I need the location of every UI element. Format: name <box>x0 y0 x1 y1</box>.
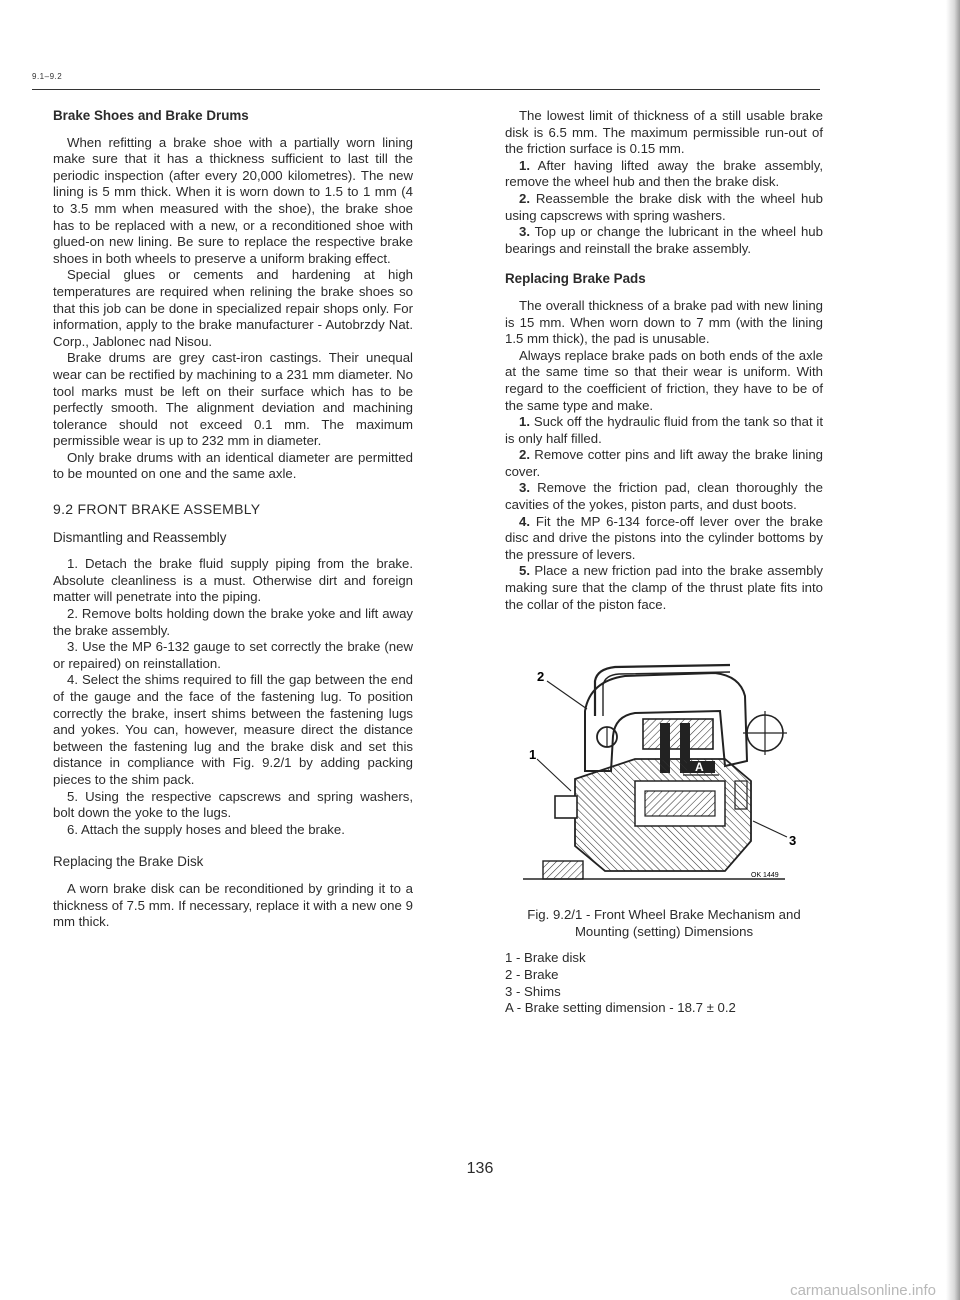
heading-replacing-pads: Replacing Brake Pads <box>505 271 646 287</box>
page-fold-shadow <box>946 0 960 1300</box>
figure-brake-mechanism <box>515 641 815 901</box>
legend-item: 3 - Shims <box>505 983 561 999</box>
step-number: 5. <box>67 788 78 804</box>
figure-label-1: 1 <box>529 747 537 763</box>
section-heading-front-brake: 9.2 FRONT BRAKE ASSEMBLY <box>53 501 261 518</box>
step-number: 4. <box>519 513 530 529</box>
step-item <box>505 224 823 257</box>
step-number: 2. <box>519 190 530 206</box>
heading-brake-shoes: Brake Shoes and Brake Drums <box>53 108 249 123</box>
step-item <box>505 447 823 480</box>
drawing-code: OK 1449 <box>751 872 779 880</box>
step-item <box>505 480 823 513</box>
step-number: 3. <box>67 639 78 655</box>
figure-label-a: A <box>695 760 704 775</box>
heading-dismantling: Dismantling and Reassembly <box>53 529 227 545</box>
step-text: Attach the supply hoses and bleed the brake. <box>80 821 345 837</box>
left-column <box>53 108 413 931</box>
figure-caption: Fig. 9.2/1 - Front Wheel Brake Mechanism and Mounting (setting) Dimensions <box>527 907 801 939</box>
step-text: Using the respective capscrews and spring washers, bolt down the yoke to the lugs. <box>53 788 413 821</box>
step-number: 1. <box>519 157 530 173</box>
section-id: 9.1–9.2 <box>32 72 63 81</box>
paragraph: Always replace brake pads on both ends of the axle at the same time so that their wear is uniform. With regard to the coefficient of friction, they have to be of the same type and make. <box>505 347 823 413</box>
step-item <box>505 191 823 224</box>
heading-replacing-disk: Replacing the Brake Disk <box>53 854 204 870</box>
paragraph: Brake drums are grey cast-iron castings. Their unequal wear can be rectified by machining to a 231 mm diameter. No tool marks must be left on their surface which has to be perfectly smooth. The alignment deviation and machining tolerance should not exceed 0.1 mm. The maximum permissible wear is up to 232 mm in diameter. <box>53 350 413 449</box>
step-text: Fit the MP 6-134 force-off lever over the brake disc and drive the pistons into the cylinder bottoms by the pressure of levers. <box>505 513 823 562</box>
page-number: 136 <box>466 1160 494 1177</box>
step-number: 2. <box>67 606 78 622</box>
step-text: Suck off the hydraulic fluid from the tank so that it is only half filled. <box>505 414 823 446</box>
step-number: 4. <box>67 672 78 688</box>
step-text: Remove the friction pad, clean thoroughly the cavities of the yokes, piston parts, and dust boots. <box>505 480 823 513</box>
paragraph: When refitting a brake shoe with a partially worn lining make sure that it has a thickness sufficient to last till the periodic inspection (after every 20,000 kilometres). The new lining is 5 mm thick. When it is worn down to 1.5 to 1 mm (4 to 3.5 mm when measured with the shoe), the brake shoe has to be replaced with a new, or a reconditioned shoe with glued-on new lining. Be sure to replace the respective brake shoes in both wheels to preserve a uniform braking effect. <box>53 134 413 266</box>
paragraph: The lowest limit of thickness of a still usable brake disk is 6.5 mm. The maximum permissible run-out of the friction surface is 0.15 mm. <box>505 108 823 157</box>
step-text: Detach the brake fluid supply piping from the brake. Absolute cleanliness is a must. Otherwise dirt and foreign matter will penetrate into the piping. <box>53 556 413 605</box>
header-rule <box>32 89 820 90</box>
legend-item: A - Brake setting dimension - 18.7 ± 0.2 <box>505 1000 736 1016</box>
paragraph: A worn brake disk can be reconditioned by grinding it to a thickness of 7.5 mm. If necessary, replace it with a new one 9 mm thick. <box>53 880 413 930</box>
paragraph: The overall thickness of a brake pad with new lining is 15 mm. When worn down to 7 mm (with the lining 1.5 mm thick), the pad is unusable. <box>505 297 823 347</box>
step-item <box>505 514 823 564</box>
figure-label-3: 3 <box>789 833 797 849</box>
step-item <box>505 414 823 447</box>
step-item <box>53 822 413 839</box>
step-number: 5. <box>519 563 530 579</box>
step-text: Remove bolts holding down the brake yoke and lift away the brake assembly. <box>53 606 413 638</box>
step-number: 1. <box>67 556 78 572</box>
step-item <box>53 556 413 606</box>
step-text: Select the shims required to fill the gap between the end of the gauge and the face of the fastening lug. To position correctly the brake, insert shims between the fastening lugs and yokes. You can, however, measure direct the distance between the fastening lug and the brake disk and set this distance in compliance with Fig. 9.2/1 by adding packing pieces to the shim pack. <box>53 672 413 787</box>
step-text: Use the MP 6-132 gauge to set correctly the brake (new or repaired) on reinstallation. <box>53 639 413 671</box>
step-item <box>53 639 413 672</box>
brake-mechanism-drawing <box>515 641 815 901</box>
step-text: After having lifted away the brake assembly, remove the wheel hub and then the brake disk. <box>505 157 823 190</box>
step-text: Remove cotter pins and lift away the brake lining cover. <box>505 447 823 479</box>
step-text: Reassemble the brake disk with the wheel hub using capscrews with spring washers. <box>505 190 823 223</box>
paragraph: Special glues or cements and hardening at high temperatures are required when relining the brake shoes so that this job can be done in specialized repair shops only. For information, apply to the brake manufacturer - Autobrzdy Nat. Corp., Jablonec nad Nisou. <box>53 267 413 349</box>
step-number: 3. <box>519 480 530 496</box>
step-text: Top up or change the lubricant in the wheel hub bearings and reinstall the brake assembly. <box>505 224 823 256</box>
step-number: 3. <box>519 224 530 240</box>
watermark: carmanualsonline.info <box>790 1282 936 1299</box>
step-item <box>53 606 413 639</box>
step-number: 1. <box>519 414 530 430</box>
step-item <box>53 672 413 788</box>
step-number: 6. <box>67 821 78 837</box>
legend-item: 1 - Brake disk <box>505 950 586 966</box>
step-item <box>505 158 823 191</box>
step-text: Place a new friction pad into the brake assembly making sure that the clamp of the thrust plate fits into the collar of the piston face. <box>505 563 823 612</box>
step-item <box>53 789 413 822</box>
step-number: 2. <box>519 447 530 463</box>
right-column <box>505 108 823 1017</box>
paragraph: Only brake drums with an identical diameter are permitted to be mounted on one and the same axle. <box>53 449 413 482</box>
figure-label-2: 2 <box>537 669 545 685</box>
legend-item: 2 - Brake <box>505 967 559 982</box>
step-item <box>505 563 823 613</box>
